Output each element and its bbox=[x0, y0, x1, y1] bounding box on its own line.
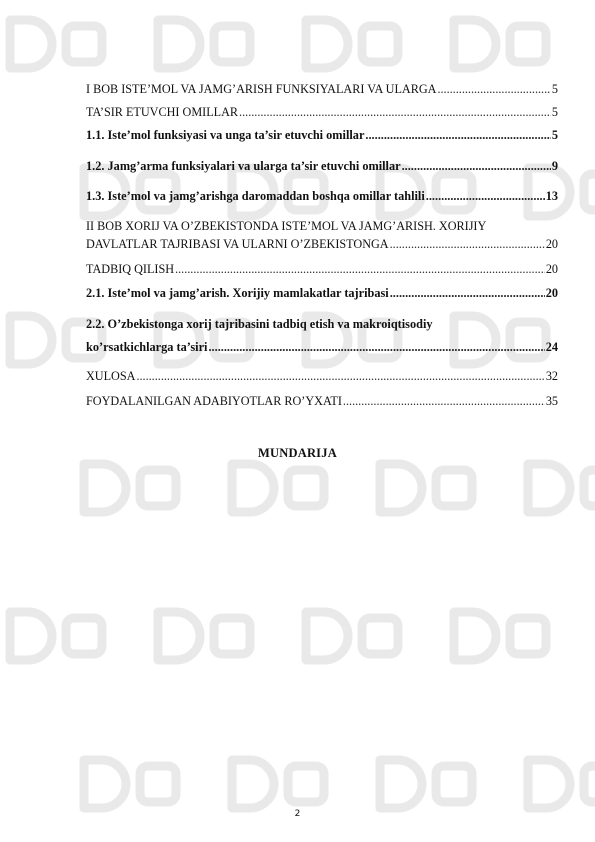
toc-entry-title: I BOB ISTE’MOL VA JAMG’ARISH FUNKSIYALARI VA ULARGA bbox=[86, 82, 437, 96]
toc-entry-title: 2.1. Iste’mol va jamg’arish. Xorijiy mamlakatlar tajribasi bbox=[86, 286, 389, 300]
page-number: 2 bbox=[294, 809, 301, 819]
watermark-glyph bbox=[436, 766, 472, 802]
toc-leader-dots bbox=[208, 340, 544, 354]
watermark-glyph bbox=[584, 174, 595, 210]
toc-entry-page: 9 bbox=[551, 159, 558, 173]
watermark-glyph bbox=[140, 766, 176, 802]
toc-entry-title: 1.1. Iste’mol funksiyasi va unga ta’sir etuvchi omillar bbox=[86, 128, 365, 142]
watermark-glyph bbox=[584, 766, 595, 802]
watermark-glyph bbox=[158, 612, 200, 660]
toc-entry-page: 32 bbox=[545, 369, 558, 383]
toc-entry-chapter-2-cont2[interactable] bbox=[86, 262, 558, 276]
page-title: MUNDARIJA bbox=[258, 446, 337, 460]
watermark-glyph bbox=[232, 464, 274, 512]
toc-leader-dots bbox=[136, 369, 544, 383]
watermark-glyph bbox=[528, 760, 570, 808]
toc-entry-title: 1.3. Iste’mol va jamg’arishga daromaddan boshqa omillar tahlili bbox=[86, 189, 425, 203]
toc-entry-page: 5 bbox=[551, 128, 558, 142]
toc-entry-title: DAVLATLAR TAJRIBASI VA ULARNI O’ZBEKISTONGA bbox=[86, 237, 389, 251]
toc-entry-references[interactable] bbox=[86, 394, 558, 408]
toc-entry-page: 35 bbox=[545, 394, 558, 408]
watermark-glyph bbox=[510, 618, 546, 654]
toc-entry-page: 13 bbox=[545, 189, 558, 203]
toc-entry-chapter-2[interactable] bbox=[86, 219, 558, 233]
watermark-glyph bbox=[454, 612, 496, 660]
toc-entry-page: 24 bbox=[545, 340, 558, 354]
toc-entry-title: TADBIQ QILISH bbox=[86, 262, 175, 276]
watermark-glyph bbox=[306, 20, 348, 68]
watermark-glyph bbox=[10, 612, 52, 660]
watermark-glyph bbox=[528, 464, 570, 512]
toc-entry-title: FOYDALANILGAN ADABIYOTLAR RO’YXATI bbox=[86, 394, 342, 408]
watermark-glyph bbox=[380, 464, 422, 512]
toc-leader-dots bbox=[426, 189, 545, 203]
toc-entry-page: 20 bbox=[545, 237, 558, 251]
toc-leader-dots bbox=[175, 262, 545, 276]
watermark-glyph bbox=[510, 26, 546, 62]
watermark-glyph bbox=[66, 26, 102, 62]
watermark-glyph bbox=[454, 20, 496, 68]
toc-leader-dots bbox=[343, 394, 545, 408]
toc-entry-page: 5 bbox=[551, 82, 558, 96]
toc-entry-page: 20 bbox=[545, 286, 558, 300]
toc-entry-page: 5 bbox=[551, 105, 558, 119]
toc-entry-title: ko’rsatkichlarga ta’siri bbox=[86, 340, 208, 354]
toc-entry-title: 1.2. Jamg’arma funksiyalari va ularga ta’sir etuvchi omillar bbox=[86, 159, 401, 173]
watermark-glyph bbox=[232, 760, 274, 808]
watermark-glyph bbox=[306, 612, 348, 660]
toc-entry-title: II BOB XORIJ VA O’ZBEKISTONDA ISTE’MOL VA JAMG’ARISH. XORIJIY bbox=[86, 219, 487, 233]
toc-leader-dots bbox=[437, 82, 550, 96]
toc-leader-dots bbox=[402, 159, 551, 173]
toc-entry-page: 20 bbox=[545, 262, 558, 276]
watermark-glyph bbox=[362, 618, 398, 654]
watermark-glyph bbox=[362, 26, 398, 62]
watermark-glyph bbox=[214, 26, 250, 62]
toc-leader-dots bbox=[390, 237, 545, 251]
watermark-glyph bbox=[66, 618, 102, 654]
toc-entry-2-1[interactable] bbox=[86, 286, 558, 300]
watermark-glyph bbox=[436, 470, 472, 506]
toc-entry-2-2-cont[interactable] bbox=[86, 340, 558, 354]
toc-entry-title: XULOSA bbox=[86, 369, 136, 383]
watermark-glyph bbox=[288, 470, 324, 506]
toc-entry-chapter-2-cont[interactable] bbox=[86, 237, 558, 251]
watermark-glyph bbox=[10, 20, 52, 68]
watermark-glyph bbox=[140, 470, 176, 506]
toc-entry-2-2[interactable] bbox=[86, 317, 558, 331]
toc-entry-title: 2.2. O’zbekistonga xorij tajribasini tadbiq etish va makroiqtisodiy bbox=[86, 317, 433, 331]
watermark-glyph bbox=[214, 618, 250, 654]
toc-leader-dots bbox=[239, 105, 551, 119]
watermark-glyph bbox=[158, 20, 200, 68]
toc-entry-1-2[interactable] bbox=[86, 159, 558, 173]
toc-entry-chapter-1-cont[interactable] bbox=[86, 105, 558, 119]
toc-entry-1-1[interactable] bbox=[86, 128, 558, 142]
watermark-glyph bbox=[380, 760, 422, 808]
watermark-glyph bbox=[584, 470, 595, 506]
watermark-glyph bbox=[288, 766, 324, 802]
watermark-glyph bbox=[10, 316, 52, 364]
toc-entry-title: TA’SIR ETUVCHI OMILLAR bbox=[86, 105, 239, 119]
toc-entry-chapter-1[interactable] bbox=[86, 82, 558, 96]
watermark-glyph bbox=[84, 464, 126, 512]
toc-leader-dots bbox=[365, 128, 550, 142]
toc-leader-dots bbox=[390, 286, 545, 300]
toc-entry-1-3[interactable] bbox=[86, 189, 558, 203]
toc-entry-conclusion[interactable] bbox=[86, 369, 558, 383]
watermark-glyph bbox=[84, 760, 126, 808]
